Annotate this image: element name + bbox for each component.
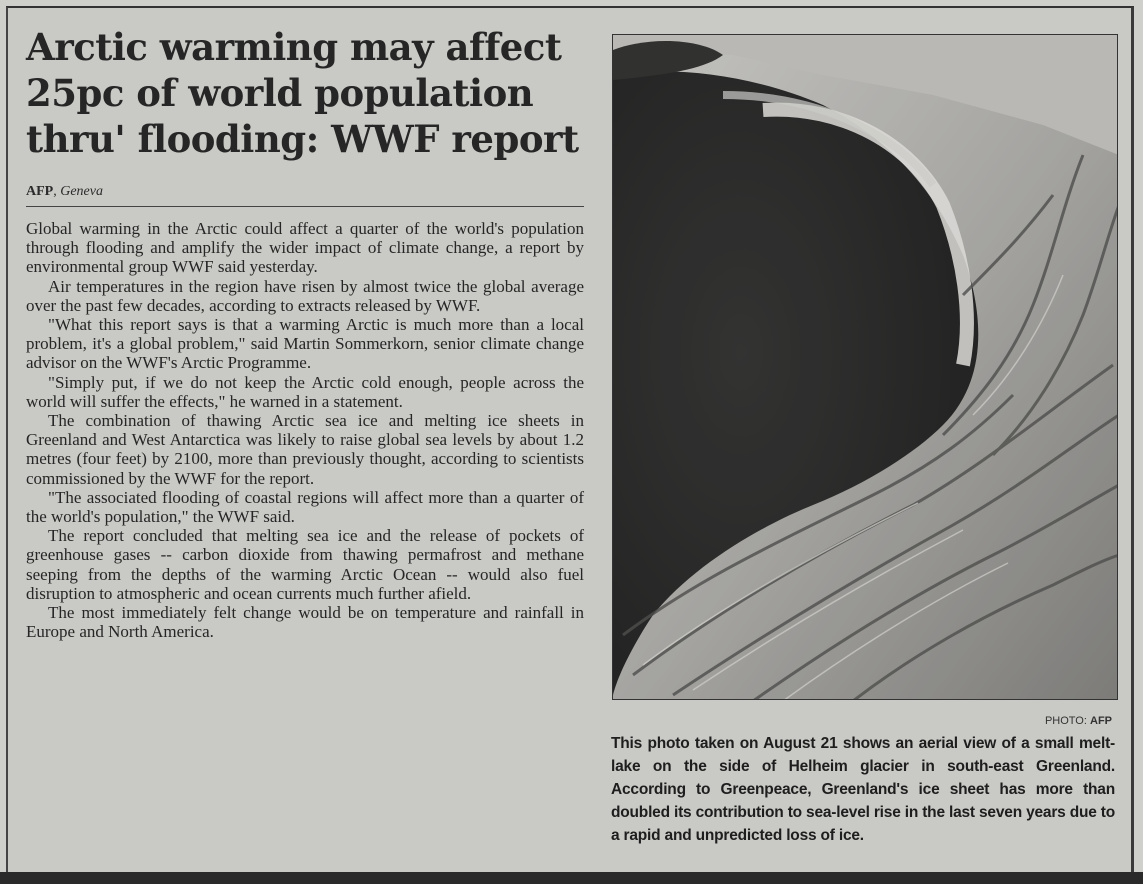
paragraph: "The associated flooding of coastal regions will affect more than a quarter of the world's population," the WWF said. [26, 487, 584, 527]
headline-line: 25pc of world population [26, 71, 534, 115]
paragraph: Global warming in the Arctic could affect a quarter of the world's population through flooding and amplify the wider impact of climate change, a report by environmental group WWF said yesterday. [26, 219, 584, 277]
paragraph: Air temperatures in the region have risen by almost twice the global average over the past few decades, according to extracts released by WWF. [26, 276, 584, 315]
paragraph: The combination of thawing Arctic sea ice and melting ice sheets in Greenland and West Antarctica was likely to raise global sea levels by about 1.2 metres (four feet) by 2100, more than previously thought, according to scientists commissioned by the WWF for the report. [26, 411, 584, 488]
headline-line: thru' flooding: WWF report [26, 117, 579, 161]
page-edge [0, 872, 1143, 884]
article-body [26, 219, 584, 641]
paragraph: The most immediately felt change would be on temperature and rainfall in Europe and North America. [26, 603, 584, 642]
glacier-photo [612, 34, 1118, 700]
byline-agency: AFP [26, 184, 54, 199]
photo-credit-label: PHOTO: [1044, 715, 1087, 727]
photo-credit-source: AFP [1090, 715, 1112, 727]
paragraph: "What this report says is that a warming Arctic is much more than a local problem, it's a global problem," said Martin Sommerkorn, senior climate change advisor on the WWF's Arctic Programme. [26, 315, 584, 373]
glacier-photo-image [613, 35, 1118, 700]
paragraph: The report concluded that melting sea ice and the release of pockets of greenhouse gases -- carbon dioxide from thawing permafrost and methane seeping from the depths of the warming Arctic Ocean -- would also fuel disruption to atmospheric and ocean currents much further afield. [26, 526, 584, 603]
photo-caption: This photo taken on August 21 shows an aerial view of a small melt-lake on the side of Helheim glacier in south-east Greenland. According to Greenpeace, Greenland's ice sheet has more than doubled its contribution to sea-level rise in the last seven years due to a rapid and unpredicted loss of ice. [611, 735, 1115, 844]
photo-credit [900, 715, 1112, 727]
article [26, 24, 584, 641]
byline-location: Geneva [60, 184, 103, 199]
headline [26, 24, 584, 162]
headline-line: Arctic warming may affect [26, 25, 562, 69]
paragraph: "Simply put, if we do not keep the Arctic cold enough, people across the world will suffer the effects," he warned in a statement. [26, 372, 584, 411]
byline: AFP, Geneva [26, 184, 584, 207]
